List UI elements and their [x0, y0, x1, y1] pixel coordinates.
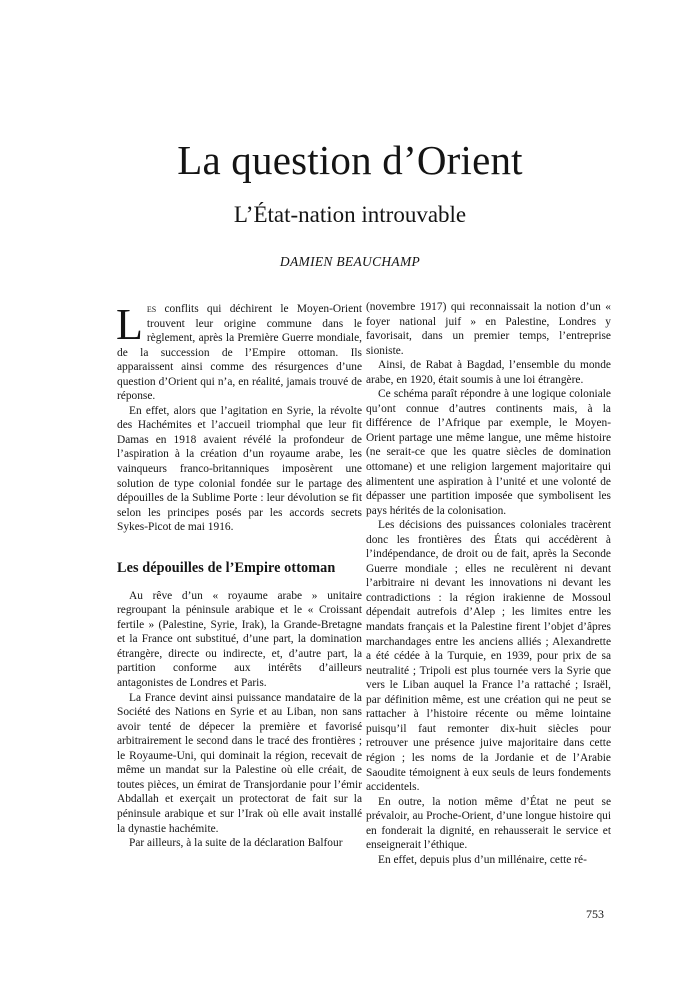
paragraph-6: (novembre 1917) qui reconnaissait la notion d’un « foyer national juif » en Palestine, Londres y favorisait, dans un premier temps, l’entreprise sioniste. [366, 301, 611, 357]
paragraph-11: En effet, depuis plus d’un millénaire, cette ré- [378, 853, 587, 866]
paragraph-8: Ce schéma paraît répondre à une logique coloniale qu’ont connue d’autres continents mais, à la différence de l’Afrique par exemple, le Moyen-Orient partage une même langue, une même histoire (ne serait-ce que les quatre siècles de domination ottomane) et une religion largement majoritaire qui alimentent une aspiration à l’unité et une volonté de dépasser une partition imposée que symbolisent les pays hérités de la colonisation. [366, 388, 611, 517]
paragraph-10: En outre, la notion même d’État ne peut se prévaloir, au Proche-Orient, d’une longue histoire qui en fonderait la dignité, en rehausserait le service et enseignerait l’éthique. [366, 795, 611, 852]
text-column-left [117, 302, 362, 851]
lead-smallcaps: es [146, 303, 157, 315]
text-column-right [366, 300, 611, 867]
paragraph-5: Par ailleurs, à la suite de la déclaration Balfour [129, 837, 343, 850]
paragraph-9: Les décisions des puissances coloniales tracèrent donc les frontières des États qui accédèrent à l’indépendance, de droit ou de fait, après la Seconde Guerre mondiale ; elles ne reculèrent ni devant l’arbitraire ni devant les innovations ni devant les contradictions : la région irakienne de Mossoul dépendait autrefois d’Alep ; les limites entre les mandats français et la Palestine firent l’objet d’âpres marchandages entre les anciens alliés ; Alexandrette a été cédée à la Turquie, en 1939, pour prix de sa neutralité ; Tripoli est plus tournée vers la Syrie que vers le Liban auquel la France l’a rattaché ; Israël, par définition même, est une création qui ne peut se rattacher à l’histoire récente ou même lointaine puisqu’il faut remonter dix-huit siècles pour retrouver une présence juive majoritaire dans cette région ; les noms de la Jordanie et de l’Arabie Saoudite témoignent à eux seuls de leurs fondements accidentels. [366, 519, 611, 794]
article-subtitle: L’État-nation introuvable [233, 202, 467, 227]
page-number: 753 [586, 907, 604, 921]
paragraph-2: En effet, alors que l’agitation en Syrie, la révolte des Hachémites et l’accueil triomphal que leur fit Damas en 1918 avaient révélé la profondeur de l’aspiration à la création d’un royaume arabe, les vainqueurs franco-britanniques imposèrent une solution de type colonial fondée sur le partage des dépouilles de la Sublime Porte : leur dévolution se fit selon les principes posés par les accords secrets Sykes-Picot de mai 1916. [117, 404, 362, 534]
paragraph-4: La France devint ainsi puissance mandataire de la Société des Nations en Syrie et au Liban, non sans avoir tenté de dépecer la première et favorisé arbitrairement le second dans le tracé des frontières ; le Royaume-Uni, qui dominait la région, recevait de même un mandat sur la Palestine où elle créait, de toutes pièces, un émirat de Transjordanie pour l’émir Abdallah et exerçait un protectorat de fait sur la péninsule arabique et sur l’Irak où elle avait installé la dynastie hachémite. [117, 691, 362, 835]
drop-cap: L [116, 300, 143, 349]
paragraph-7: Ainsi, de Rabat à Bagdad, l’ensemble du monde arabe, en 1920, était soumis à une loi étrangère. [366, 359, 611, 386]
section-heading: Les dépouilles de l’Empire ottoman [117, 559, 336, 576]
paragraph-1 [117, 302, 362, 404]
paragraph-1-text: conflits qui déchirent le Moyen-Orient trouvent leur origine commune dans le règlement, après la Première Guerre mondiale, de la succession de l’Empire ottoman. Ils apparaissent ainsi comme des résurgences d’une question d’Orient qui n’a, en réalité, jamais trouvé de réponse. [117, 303, 362, 403]
article-title: La question d’Orient [177, 137, 523, 183]
paragraph-3: Au rêve d’un « royaume arabe » unitaire regroupant la péninsule arabique et le « Croissant fertile » (Palestine, Syrie, Irak), la Grande-Bretagne et la France ont substitué, d’une part, la domination étrangère, directe ou indirecte, et, d’autre part, la partition conforme aux intérêts d’ailleurs antagonistes de Londres et Paris. [117, 589, 362, 690]
article-author: DAMIEN BEAUCHAMP [279, 254, 421, 269]
